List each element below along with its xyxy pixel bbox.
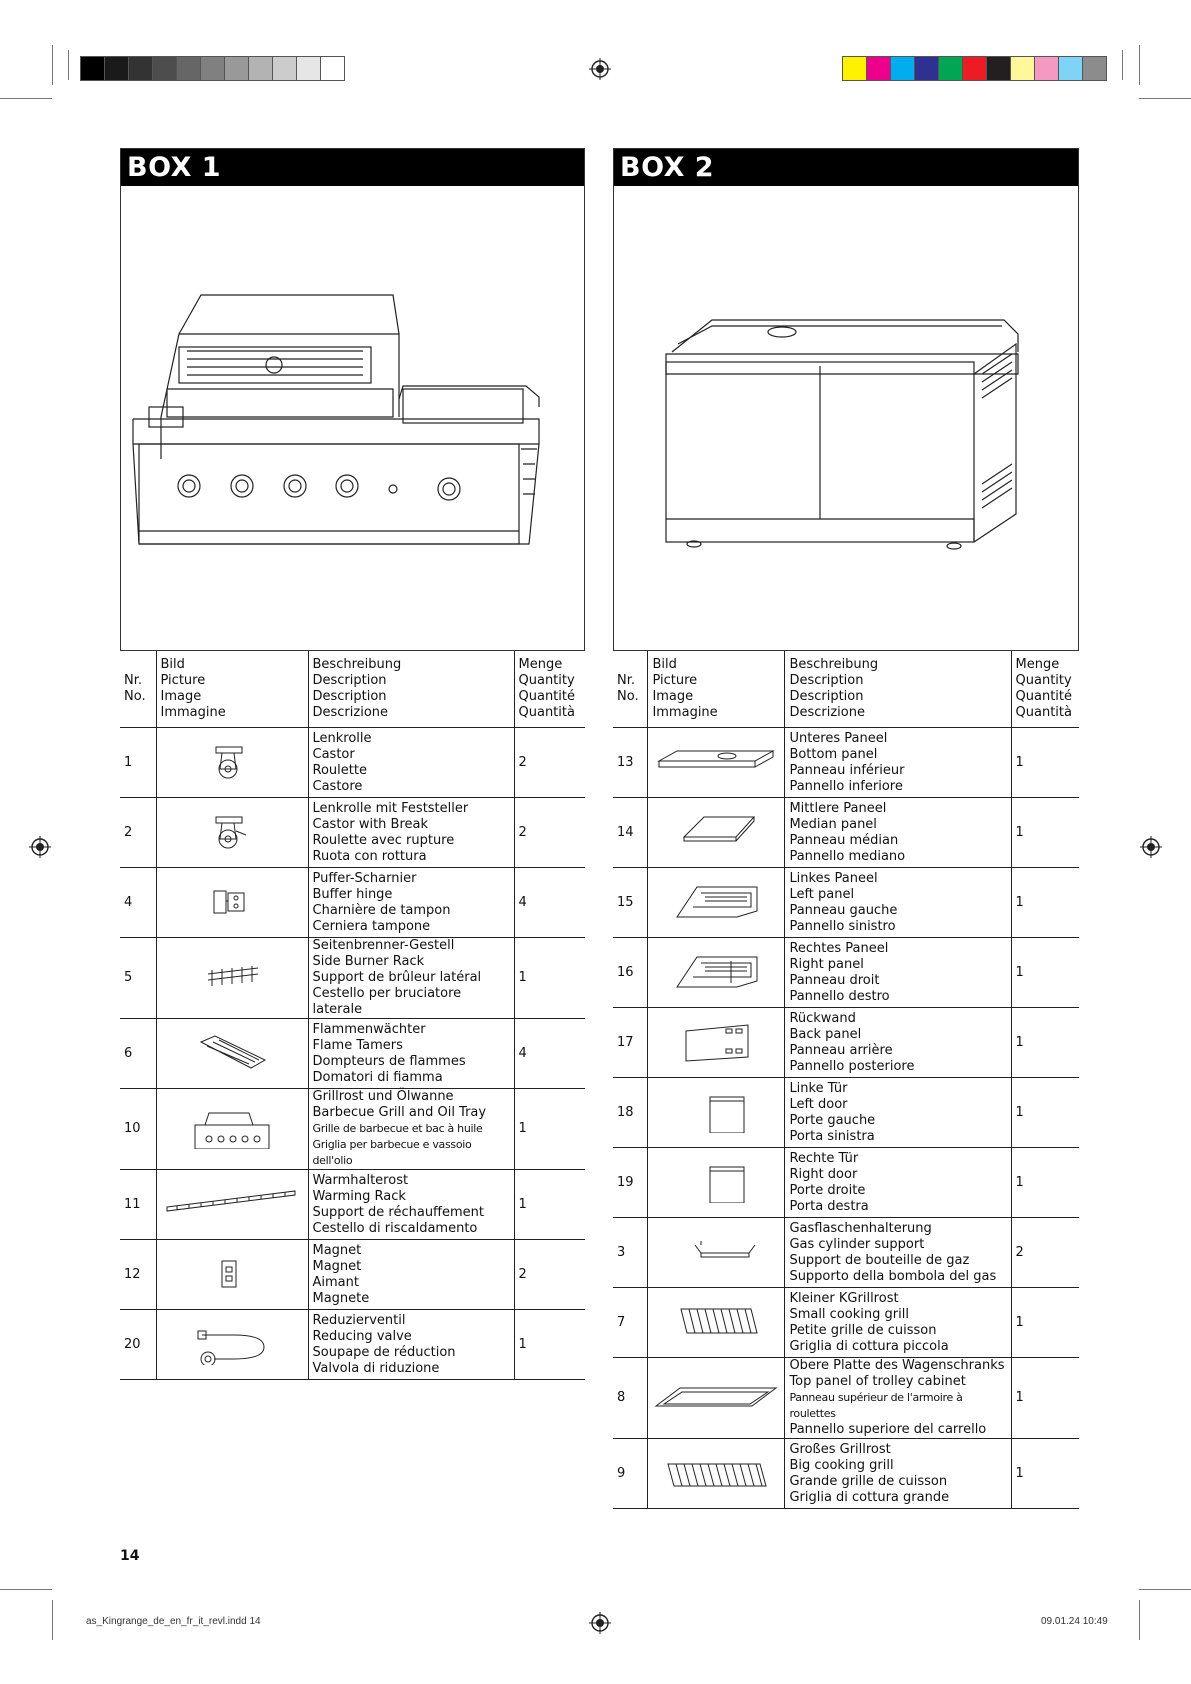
item-picture — [156, 1170, 308, 1240]
barbecue-grill-icon — [189, 1109, 275, 1149]
description-line: Median panel — [789, 816, 877, 832]
item-quantity: 1 — [1011, 938, 1079, 1008]
item-number: 5 — [120, 938, 156, 1019]
box2-title: BOX 2 — [614, 149, 1078, 186]
side-burner-rack-icon — [202, 958, 262, 998]
table-row — [613, 798, 1079, 868]
color-swatch — [1010, 56, 1035, 81]
item-description — [785, 798, 1011, 868]
item-picture — [156, 798, 308, 868]
description-line: Porta destra — [789, 1198, 869, 1214]
description-line: Grillrost und Ölwanne — [312, 1089, 454, 1104]
item-picture — [156, 1089, 308, 1170]
crop-mark — [1139, 1600, 1140, 1640]
description-line: Buffer hinge — [312, 886, 393, 902]
description-line: Griglia per barbecue e vassoio dell'olio — [312, 1138, 472, 1167]
description-line: Griglia di cottura grande — [789, 1489, 950, 1505]
description-line: Right door — [789, 1166, 858, 1182]
item-number: 13 — [613, 728, 648, 798]
item-description — [308, 1019, 514, 1089]
item-number: 7 — [613, 1288, 648, 1358]
description-line: Seitenbrenner-Gestell — [312, 938, 455, 953]
description-line: Roulette avec rupture — [312, 832, 455, 848]
item-picture — [648, 1078, 785, 1148]
box1-panel — [120, 148, 585, 651]
magnet-icon — [202, 1255, 262, 1295]
description-line: Dompteurs de flammes — [312, 1053, 466, 1069]
description-line: Ruota con rottura — [312, 848, 427, 864]
description-line: Panneau médian — [789, 832, 899, 848]
description-line: Pannello inferiore — [789, 778, 903, 794]
gray-swatch — [320, 56, 345, 81]
item-picture — [648, 1439, 785, 1509]
item-description — [308, 1170, 514, 1240]
description-line: Panneau supérieur de l'armoire à roulettes — [789, 1391, 963, 1420]
item-description — [785, 1358, 1011, 1439]
buffer-hinge-icon — [202, 883, 262, 923]
gray-swatch — [296, 56, 321, 81]
item-description — [308, 1240, 514, 1310]
description-line: Mittlere Paneel — [789, 800, 887, 816]
item-picture — [648, 728, 785, 798]
description-line: Roulette — [312, 762, 367, 778]
gas-cylinder-support-icon — [671, 1233, 761, 1273]
gray-swatch — [248, 56, 273, 81]
item-quantity: 1 — [1011, 868, 1079, 938]
item-description — [785, 1008, 1011, 1078]
registration-mark-icon — [1140, 836, 1162, 858]
color-swatch — [890, 56, 915, 81]
bottom-panel-icon — [655, 743, 777, 783]
item-number: 19 — [613, 1148, 648, 1218]
description-line: Linkes Paneel — [789, 870, 878, 886]
description-line: Porta sinistra — [789, 1128, 875, 1144]
table-row — [120, 938, 585, 1019]
description-line: Valvola di riduzione — [312, 1360, 440, 1376]
crop-mark — [1139, 1589, 1191, 1590]
header-description: Beschreibung Description Description Descrizione — [308, 651, 514, 728]
description-line: Flame Tamers — [312, 1037, 403, 1053]
warming-rack-icon — [165, 1185, 299, 1225]
item-description — [785, 1218, 1011, 1288]
description-line: Cestello di riscaldamento — [312, 1220, 478, 1236]
item-number: 18 — [613, 1078, 648, 1148]
description-line: Linke Tür — [789, 1080, 848, 1096]
item-quantity: 2 — [514, 728, 585, 798]
median-panel-icon — [674, 813, 758, 853]
table-header-row — [613, 651, 1079, 728]
table-row — [613, 1148, 1079, 1218]
item-quantity: 2 — [514, 798, 585, 868]
grill-assembly-illustration — [131, 289, 576, 549]
table-row — [613, 1358, 1079, 1439]
description-line: Castor — [312, 746, 355, 762]
header-quantity: Menge Quantity Quantité Quantità — [1011, 651, 1079, 728]
item-quantity: 2 — [1011, 1218, 1079, 1288]
item-picture — [648, 1358, 785, 1439]
item-number: 8 — [613, 1358, 648, 1439]
description-line: Top panel of trolley cabinet — [789, 1374, 966, 1389]
description-line: Pannello posteriore — [789, 1058, 915, 1074]
crop-mark — [52, 1600, 53, 1640]
description-line: Rechte Tür — [789, 1150, 859, 1166]
item-quantity: 1 — [1011, 1288, 1079, 1358]
item-picture — [648, 1218, 785, 1288]
description-line: Pannello superiore del carrello — [789, 1422, 987, 1437]
item-quantity: 1 — [514, 1310, 585, 1380]
item-picture — [648, 798, 785, 868]
description-line: Porte droite — [789, 1182, 866, 1198]
color-swatch — [1082, 56, 1107, 81]
gray-swatch — [272, 56, 297, 81]
castor-with-brake-icon — [202, 813, 262, 853]
description-line: Support de brûleur latéral — [312, 970, 482, 985]
item-quantity: 1 — [1011, 1358, 1079, 1439]
header-quantity: Menge Quantity Quantité Quantità — [514, 651, 585, 728]
description-line: Domatori di fiamma — [312, 1069, 443, 1085]
table-row — [613, 1218, 1079, 1288]
color-swatch — [986, 56, 1011, 81]
item-number: 16 — [613, 938, 648, 1008]
item-quantity: 4 — [514, 1019, 585, 1089]
description-line: Porte gauche — [789, 1112, 876, 1128]
reducing-valve-icon — [194, 1325, 270, 1365]
item-picture — [156, 868, 308, 938]
crop-mark — [0, 1589, 52, 1590]
item-picture — [156, 1310, 308, 1380]
item-quantity: 1 — [514, 938, 585, 1019]
description-line: Magnete — [312, 1290, 370, 1306]
gray-swatch — [176, 56, 201, 81]
description-line: Großes Grillrost — [789, 1441, 891, 1457]
item-quantity: 1 — [1011, 1078, 1079, 1148]
flame-tamer-icon — [195, 1034, 269, 1074]
item-picture — [648, 1288, 785, 1358]
description-line: Panneau droit — [789, 972, 880, 988]
item-description — [785, 1078, 1011, 1148]
description-line: Pannello destro — [789, 988, 890, 1004]
footer-datetime: 09.01.24 10:49 — [1041, 1616, 1108, 1627]
item-description — [785, 728, 1011, 798]
item-description — [308, 1310, 514, 1380]
item-number: 10 — [120, 1089, 156, 1170]
crop-mark — [0, 98, 52, 99]
crop-mark — [52, 45, 53, 85]
description-line: Warming Rack — [312, 1188, 406, 1204]
item-number: 4 — [120, 868, 156, 938]
description-line: Lenkrolle mit Feststeller — [312, 800, 469, 816]
header-picture: Bild Picture Image Immagine — [648, 651, 785, 728]
gray-swatch — [224, 56, 249, 81]
description-line: Griglia di cottura piccola — [789, 1338, 949, 1354]
table-row — [120, 1240, 585, 1310]
item-quantity: 1 — [1011, 1008, 1079, 1078]
item-quantity: 1 — [1011, 1148, 1079, 1218]
description-line: Panneau inférieur — [789, 762, 905, 778]
table-row — [613, 1288, 1079, 1358]
table-row — [613, 1008, 1079, 1078]
description-line: Support de réchauffement — [312, 1204, 485, 1220]
item-picture — [648, 938, 785, 1008]
description-line: Petite grille de cuisson — [789, 1322, 937, 1338]
description-line: Flammenwächter — [312, 1021, 426, 1037]
small-cooking-grill-icon — [671, 1303, 761, 1343]
item-picture — [156, 1019, 308, 1089]
registration-mark-icon — [589, 1612, 611, 1634]
header-description: Beschreibung Description Description Descrizione — [785, 651, 1011, 728]
table-row — [120, 868, 585, 938]
description-line: Unteres Paneel — [789, 730, 888, 746]
left-panel-icon — [671, 883, 761, 923]
description-line: Castore — [312, 778, 363, 794]
description-line: Cerniera tampone — [312, 918, 431, 934]
item-description — [308, 798, 514, 868]
item-number: 20 — [120, 1310, 156, 1380]
description-line: Right panel — [789, 956, 864, 972]
color-swatch — [842, 56, 867, 81]
item-quantity: 4 — [514, 868, 585, 938]
box1-title: BOX 1 — [121, 149, 584, 186]
trolley-cabinet-illustration — [664, 314, 1044, 554]
table-row — [120, 1310, 585, 1380]
description-line: Panneau gauche — [789, 902, 898, 918]
right-panel-icon — [671, 953, 761, 993]
description-line: Left panel — [789, 886, 855, 902]
top-panel-icon — [652, 1378, 780, 1418]
description-line: Panneau arrière — [789, 1042, 893, 1058]
description-line: Puffer-Scharnier — [312, 870, 417, 886]
gray-swatch — [80, 56, 105, 81]
item-description — [308, 938, 514, 1019]
description-line: Lenkrolle — [312, 730, 372, 746]
description-line: Obere Platte des Wagenschranks — [789, 1358, 1005, 1373]
item-number: 11 — [120, 1170, 156, 1240]
item-number: 14 — [613, 798, 648, 868]
table-header-row — [120, 651, 585, 728]
description-line: Magnet — [312, 1242, 362, 1258]
description-line: Gas cylinder support — [789, 1236, 925, 1252]
item-quantity: 1 — [514, 1089, 585, 1170]
description-line: Rechtes Paneel — [789, 940, 889, 956]
table-row — [120, 728, 585, 798]
description-line: Reduzierventil — [312, 1312, 406, 1328]
gray-swatch — [104, 56, 129, 81]
header-nr: Nr. No. — [613, 651, 648, 728]
item-quantity: 1 — [1011, 728, 1079, 798]
item-quantity: 1 — [514, 1170, 585, 1240]
page-number: 14 — [120, 1548, 140, 1564]
item-description — [785, 1439, 1011, 1509]
table-row — [120, 1170, 585, 1240]
description-line: Cestello per bruciatore laterale — [312, 986, 462, 1017]
description-line: Gasflaschenhalterung — [789, 1220, 932, 1236]
table-row — [613, 728, 1079, 798]
description-line: Grille de barbecue et bac à huile — [312, 1122, 483, 1135]
description-line: Rückwand — [789, 1010, 856, 1026]
color-swatch — [866, 56, 891, 81]
description-line: Pannello mediano — [789, 848, 906, 864]
item-number: 17 — [613, 1008, 648, 1078]
description-line: Back panel — [789, 1026, 862, 1042]
item-number: 6 — [120, 1019, 156, 1089]
box2-panel — [613, 148, 1079, 651]
castor-icon — [202, 743, 262, 783]
description-line: Bottom panel — [789, 746, 878, 762]
item-quantity: 2 — [514, 1240, 585, 1310]
description-line: Warmhalterost — [312, 1172, 409, 1188]
description-line: Kleiner KGrillrost — [789, 1290, 899, 1306]
item-picture — [648, 868, 785, 938]
big-cooking-grill-icon — [662, 1454, 770, 1494]
description-line: Supporto della bombola del gas — [789, 1268, 997, 1284]
table-row — [120, 798, 585, 868]
item-description — [308, 1089, 514, 1170]
crop-mark — [1122, 50, 1123, 80]
registration-mark-icon — [29, 836, 51, 858]
table-row — [613, 868, 1079, 938]
item-description — [785, 1148, 1011, 1218]
box2-parts-table — [613, 651, 1079, 1509]
color-swatch — [938, 56, 963, 81]
header-nr: Nr. No. — [120, 651, 156, 728]
item-quantity: 1 — [1011, 798, 1079, 868]
description-line: Big cooking grill — [789, 1457, 894, 1473]
box1-parts-table — [120, 651, 585, 1380]
item-number: 1 — [120, 728, 156, 798]
description-line: Pannello sinistro — [789, 918, 896, 934]
registration-mark-icon — [589, 58, 611, 80]
item-picture — [156, 728, 308, 798]
table-row — [613, 1078, 1079, 1148]
item-number: 2 — [120, 798, 156, 868]
item-description — [308, 868, 514, 938]
item-number: 15 — [613, 868, 648, 938]
description-line: Magnet — [312, 1258, 362, 1274]
description-line: Support de bouteille de gaz — [789, 1252, 970, 1268]
description-line: Reducing valve — [312, 1328, 412, 1344]
item-picture — [156, 938, 308, 1019]
table-row — [120, 1019, 585, 1089]
back-panel-icon — [678, 1023, 754, 1063]
item-picture — [648, 1148, 785, 1218]
description-line: Side Burner Rack — [312, 954, 425, 969]
description-line: Left door — [789, 1096, 848, 1112]
item-description — [785, 938, 1011, 1008]
item-number: 3 — [613, 1218, 648, 1288]
item-description — [308, 728, 514, 798]
crop-mark — [1139, 45, 1140, 85]
item-number: 12 — [120, 1240, 156, 1310]
item-description — [785, 868, 1011, 938]
description-line: Grande grille de cuisson — [789, 1473, 948, 1489]
footer-filename: as_Kingrange_de_en_fr_it_revl.indd 14 — [86, 1616, 261, 1627]
gray-swatch — [200, 56, 225, 81]
crop-mark — [68, 50, 69, 80]
right-door-icon — [686, 1163, 746, 1203]
description-line: Soupape de réduction — [312, 1344, 456, 1360]
description-line: Castor with Break — [312, 816, 429, 832]
table-row — [613, 938, 1079, 1008]
table-row — [613, 1439, 1079, 1509]
color-swatch — [1058, 56, 1083, 81]
description-line: Aimant — [312, 1274, 359, 1290]
crop-mark — [1139, 98, 1191, 99]
gray-swatch — [128, 56, 153, 81]
item-description — [785, 1288, 1011, 1358]
item-picture — [156, 1240, 308, 1310]
color-swatch — [1034, 56, 1059, 81]
color-swatch — [914, 56, 939, 81]
description-line: Charnière de tampon — [312, 902, 451, 918]
description-line: Small cooking grill — [789, 1306, 909, 1322]
item-picture — [648, 1008, 785, 1078]
left-door-icon — [686, 1093, 746, 1133]
gray-swatch — [152, 56, 177, 81]
item-number: 9 — [613, 1439, 648, 1509]
description-line: Barbecue Grill and Oil Tray — [312, 1105, 487, 1120]
item-quantity: 1 — [1011, 1439, 1079, 1509]
header-picture: Bild Picture Image Immagine — [156, 651, 308, 728]
color-swatch — [962, 56, 987, 81]
table-row — [120, 1089, 585, 1170]
